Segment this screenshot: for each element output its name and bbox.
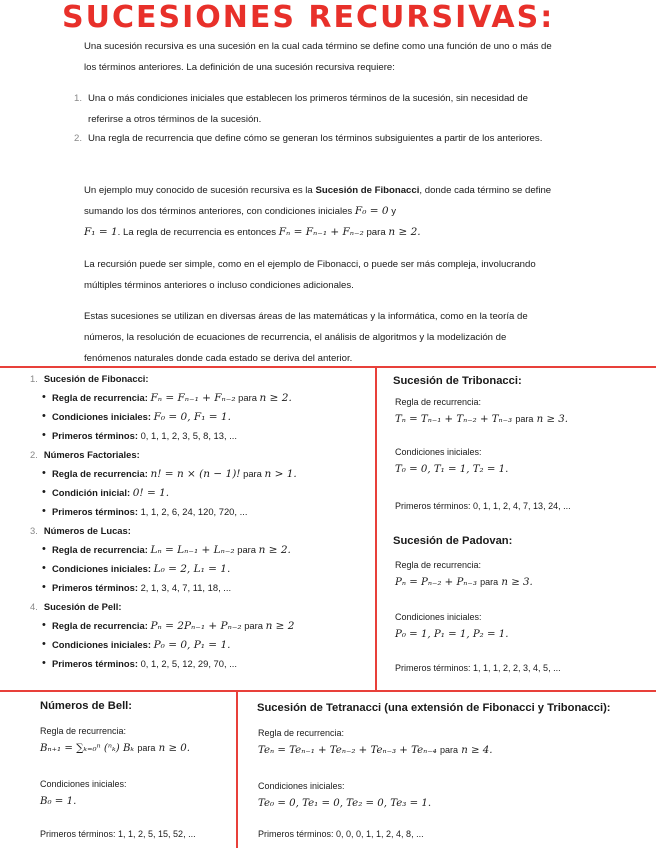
- rule-formula: Fₙ = Fₙ₋₁ + Fₙ₋₂: [150, 392, 236, 404]
- tetranacci-init-label: Condiciones iniciales:: [258, 781, 345, 791]
- sequence-item-number: 2.: [30, 449, 38, 460]
- bell-terms: Primeros términos: 1, 1, 2, 5, 15, 52, ...: [40, 829, 196, 839]
- p2-text-d: y: [388, 206, 397, 217]
- sequence-item-init: [52, 563, 230, 575]
- sequence-item-heading: [30, 449, 140, 460]
- rule-label: Regla de recurrencia:: [52, 544, 148, 555]
- sequence-item-heading: [30, 373, 149, 384]
- sequence-item-init: [52, 639, 230, 651]
- p2-text-c: , donde cada término se define sumando los dos términos anteriores, con condiciones iniciales: [84, 185, 552, 217]
- p2-text-a: Un ejemplo muy conocido de sucesión recursiva es la: [84, 185, 316, 196]
- init-values: L₀ = 2, L₁ = 1.: [153, 563, 231, 575]
- init-label: Condición inicial:: [52, 487, 131, 498]
- init-values: P₀ = 0, P₁ = 1.: [153, 639, 231, 651]
- sequence-item-rule: [52, 544, 291, 556]
- tribonacci-terms: Primeros términos: 0, 1, 1, 2, 4, 7, 13, 24, ...: [395, 501, 571, 511]
- sequence-item-number: 4.: [30, 601, 38, 612]
- sequence-item-name: Números de Lucas:: [43, 525, 131, 536]
- terms-values: 1, 1, 2, 6, 24, 120, 720, ...: [140, 506, 248, 517]
- rule-para: para: [237, 544, 256, 555]
- tetranacci-rule-formula: Teₙ = Teₙ₋₁ + Teₙ₋₂ + Teₙ₋₃ + Teₙ₋₄: [258, 745, 437, 756]
- p2-fibonacci-bold: Sucesión de Fibonacci: [315, 185, 420, 196]
- tetranacci-rule: [258, 745, 493, 756]
- sequence-item-heading: [30, 525, 131, 536]
- divider-top: [0, 366, 656, 368]
- requirement-text: Una o más condiciones iniciales que establecen los primeros términos de la sucesión, sin necesidad de referirse a otros términos de la sucesión.: [88, 93, 528, 125]
- bell-rule-cond: n ≥ 0.: [158, 743, 190, 754]
- tetranacci-title: Sucesión de Tetranacci (una extensión de Fibonacci y Tribonacci):: [257, 702, 611, 714]
- p2-math-f1: F₁ = 1: [84, 226, 118, 238]
- terms-label: Primeros términos:: [52, 430, 138, 441]
- tribonacci-init: T₀ = 0, T₁ = 1, T₂ = 1.: [395, 464, 509, 475]
- padovan-rule-cond: n ≥ 3.: [501, 577, 533, 588]
- tribonacci-rule-formula: Tₙ = Tₙ₋₁ + Tₙ₋₂ + Tₙ₋₃: [395, 414, 513, 425]
- requirement-number: 1.: [74, 93, 83, 104]
- padovan-rule-label: Regla de recurrencia:: [395, 560, 482, 570]
- intro-paragraph-4: Estas sucesiones se utilizan en diversas áreas de las matemáticas y la informática, como en la teoría de números, la resolución de ecuaciones de recurrencia, el análisis de algoritmos y la modelización de fenómenos naturales donde cada estado se deriva del anterior.: [84, 311, 528, 364]
- rule-label: Regla de recurrencia:: [52, 392, 148, 403]
- sequence-item-heading: [30, 601, 121, 612]
- padovan-rule-formula: Pₙ = Pₙ₋₂ + Pₙ₋₃: [395, 577, 477, 588]
- intro-paragraph-1: Una sucesión recursiva es una sucesión en la cual cada término se define como una función de uno o más de los términos anteriores. La definición de una sucesión recursiva requiere:: [84, 41, 552, 73]
- tetranacci-terms: Primeros términos: 0, 0, 0, 1, 1, 2, 4, 8, ...: [258, 829, 424, 839]
- p2-text-f: para: [363, 227, 389, 238]
- sequence-item-terms: [52, 506, 247, 517]
- rule-formula: Pₙ = 2Pₙ₋₁ + Pₙ₋₂: [150, 620, 242, 632]
- padovan-init: P₀ = 1, P₁ = 1, P₂ = 1.: [395, 629, 509, 640]
- tribonacci-init-label: Condiciones iniciales:: [395, 447, 482, 457]
- tetranacci-para: para: [439, 745, 458, 755]
- p2-math-cond: n ≥ 2.: [388, 226, 421, 238]
- requirement-item-2: [74, 128, 554, 149]
- intro-paragraph-3: La recursión puede ser simple, como en el ejemplo de Fibonacci, o puede ser más compleja, involucrando múltiples términos anteriores o incluso condiciones adicionales.: [84, 259, 536, 291]
- tetranacci-rule-label: Regla de recurrencia:: [258, 728, 345, 738]
- terms-label: Primeros términos:: [52, 658, 138, 669]
- tribonacci-rule: [395, 414, 568, 425]
- padovan-init-label: Condiciones iniciales:: [395, 612, 482, 622]
- init-label: Condiciones iniciales:: [52, 639, 151, 650]
- sequence-item-number: 3.: [30, 525, 38, 536]
- divider-vertical-mid: [375, 366, 377, 691]
- sequence-item-terms: [52, 582, 231, 593]
- page-title: SUCESIONES RECURSIVAS:: [62, 0, 555, 35]
- bell-title: Números de Bell:: [40, 700, 133, 712]
- terms-values: 0, 1, 1, 2, 3, 5, 8, 13, ...: [140, 430, 237, 441]
- rule-para: para: [243, 468, 262, 479]
- bell-init-label: Condiciones iniciales:: [40, 779, 127, 789]
- init-values: 0! = 1.: [132, 487, 170, 499]
- padovan-rule: [395, 577, 533, 588]
- sequence-item-name: Sucesión de Pell:: [43, 601, 122, 612]
- bell-rule-label: Regla de recurrencia:: [40, 726, 127, 736]
- rule-condition: n ≥ 2: [265, 620, 295, 632]
- terms-values: 2, 1, 3, 4, 7, 11, 18, ...: [140, 582, 232, 593]
- padovan-title: Sucesión de Padovan:: [393, 535, 513, 547]
- p2-text-e: . La regla de recurrencia es entonces: [117, 227, 279, 238]
- sequence-item-number: 1.: [30, 373, 38, 384]
- rule-condition: n ≥ 2.: [259, 392, 292, 404]
- sequence-item-terms: [52, 430, 237, 441]
- sequence-item-rule: [52, 468, 297, 480]
- requirement-number: 2.: [74, 133, 83, 144]
- tribonacci-rule-cond: n ≥ 3.: [536, 414, 568, 425]
- rule-formula: Lₙ = Lₙ₋₁ + Lₙ₋₂: [150, 544, 235, 556]
- bell-init: B₀ = 1.: [40, 796, 77, 807]
- bell-rule-formula: Bₙ₊₁ = ∑ₖ₌₀ⁿ (ⁿₖ) Bₖ: [40, 743, 135, 754]
- terms-label: Primeros términos:: [52, 582, 138, 593]
- p2-math-f0: F₀ = 0: [354, 205, 389, 217]
- sequence-item-name: Sucesión de Fibonacci:: [43, 373, 149, 384]
- bell-para: para: [137, 743, 156, 753]
- sequence-item-init: [52, 411, 231, 423]
- tetranacci-init: Te₀ = 0, Te₁ = 0, Te₂ = 0, Te₃ = 1.: [258, 798, 432, 809]
- rule-condition: n ≥ 2.: [258, 544, 291, 556]
- terms-label: Primeros términos:: [52, 506, 138, 517]
- rule-label: Regla de recurrencia:: [52, 468, 148, 479]
- divider-vertical-bottom: [236, 690, 238, 848]
- rule-label: Regla de recurrencia:: [52, 620, 148, 631]
- tribonacci-para: para: [515, 414, 534, 424]
- requirement-item-1: [74, 88, 554, 130]
- sequence-item-init: [52, 487, 169, 499]
- terms-values: 0, 1, 2, 5, 12, 29, 70, ...: [140, 658, 237, 669]
- requirement-text: Una regla de recurrencia que define cómo se generan los términos subsiguientes a partir de los anteriores.: [88, 133, 543, 144]
- tetranacci-rule-cond: n ≥ 4.: [461, 745, 493, 756]
- rule-formula: n! = n × (n − 1)!: [150, 468, 241, 480]
- tribonacci-rule-label: Regla de recurrencia:: [395, 397, 482, 407]
- sequence-item-rule: [52, 620, 294, 632]
- padovan-terms: Primeros términos: 1, 1, 1, 2, 2, 3, 4, 5, ...: [395, 663, 561, 673]
- rule-condition: n > 1.: [264, 468, 297, 480]
- sequence-item-rule: [52, 392, 292, 404]
- init-label: Condiciones iniciales:: [52, 411, 151, 422]
- bell-rule: [40, 743, 190, 754]
- init-values: F₀ = 0, F₁ = 1.: [153, 411, 231, 423]
- rule-para: para: [238, 392, 257, 403]
- intro-paragraph-2: [84, 180, 554, 243]
- sequence-item-name: Números Factoriales:: [43, 449, 140, 460]
- init-label: Condiciones iniciales:: [52, 563, 151, 574]
- p2-math-rule: Fₙ = Fₙ₋₁ + Fₙ₋₂: [278, 226, 364, 238]
- sequence-item-terms: [52, 658, 237, 669]
- divider-bottom: [0, 690, 656, 692]
- tribonacci-title: Sucesión de Tribonacci:: [393, 375, 522, 387]
- rule-para: para: [244, 620, 263, 631]
- padovan-para: para: [480, 577, 499, 587]
